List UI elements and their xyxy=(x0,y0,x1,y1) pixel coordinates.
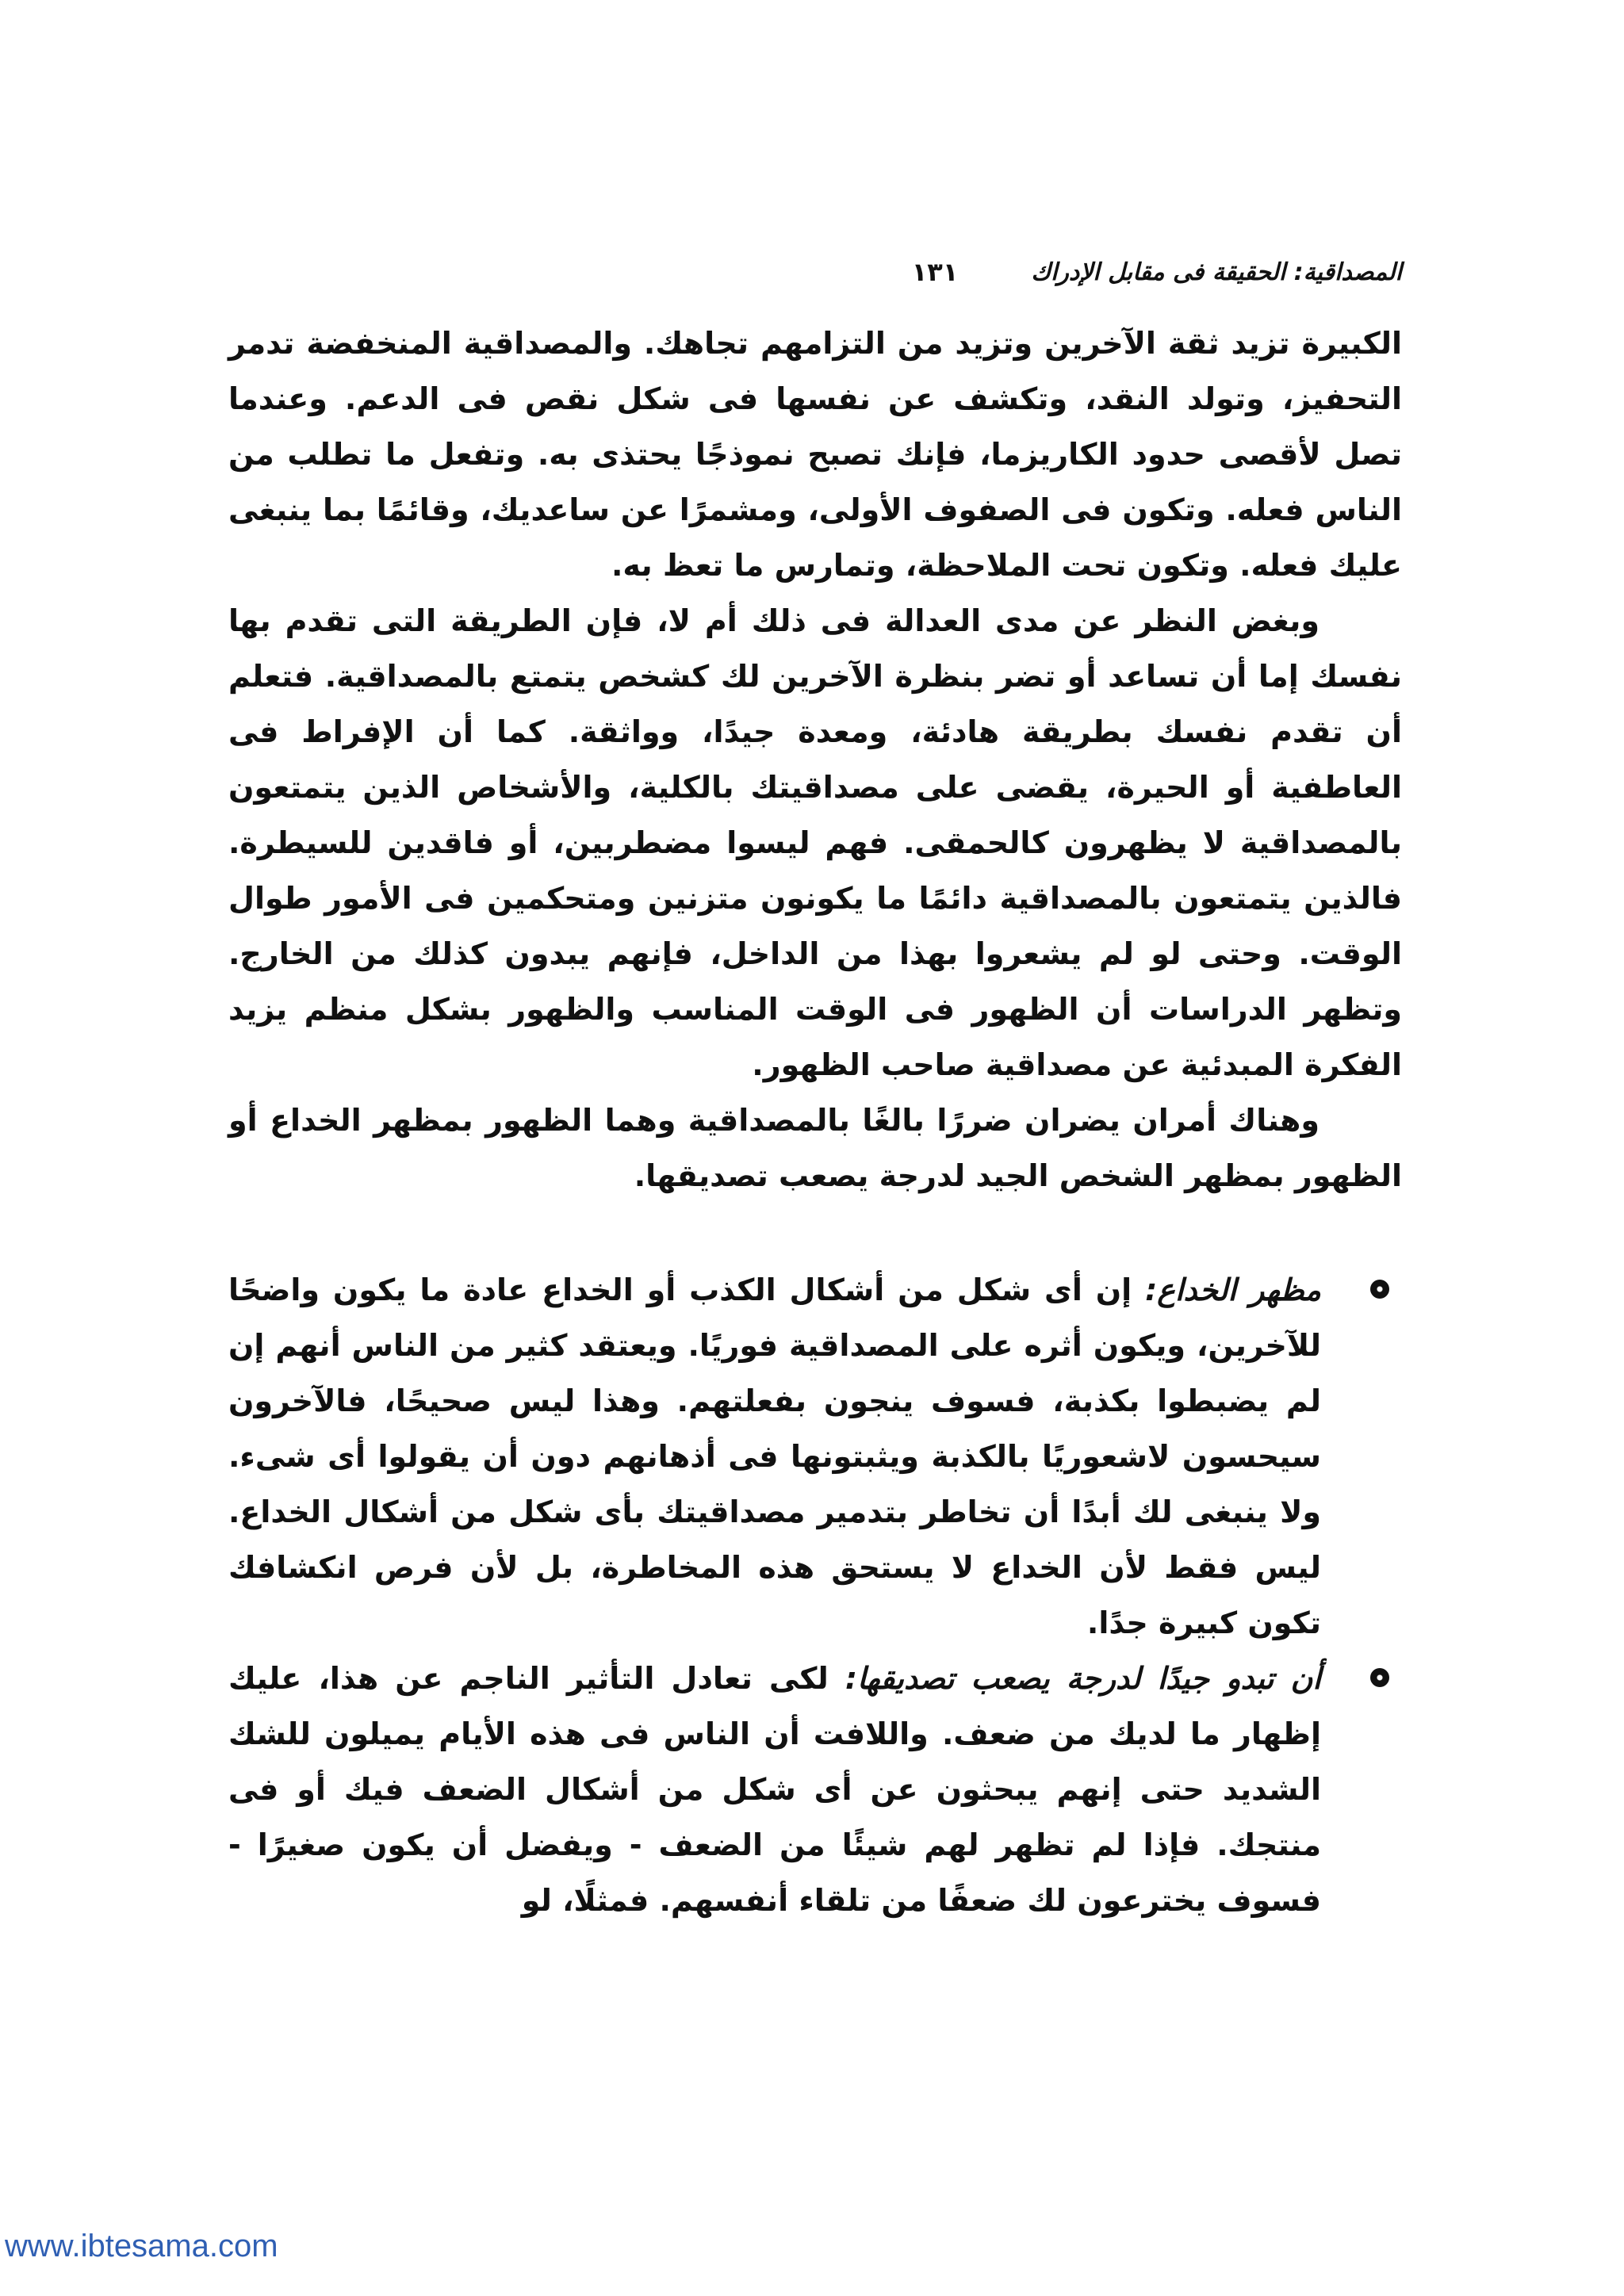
page-number: ١٣١ xyxy=(911,257,959,287)
bullet-title: مظهر الخداع: xyxy=(1145,1272,1321,1307)
bullet-text: إن أى شكل من أشكال الكذب أو الخداع عادة ما يكون واضحًا للآخرين، ويكون أثره على المصداقية فوريًا. ويعتقد كثير من الناس أنهم إن لم يضبطوا بكذبة، فسوف ينجون بفعلتهم. وهذا ليس صحيحًا، فالآخرون سيحسون لاشعوريًا بالكذبة ويثبتونها فى أذهانهم دون أن يقولوا أى شىء. ولا ينبغى لك أبدًا أن تخاطر بتدمير مصداقيتك بأى شكل من أشكال الخداع. ليس فقط لأن الخداع لا يستحق هذه المخاطرة، بل لأن فرص انكشافك تكون كبيرة جدًا. xyxy=(228,1272,1321,1640)
paragraph: وهناك أمران يضران ضررًا بالغًا بالمصداقية وهما الظهور بمظهر الخداع أو الظهور بمظهر الشخص الجيد لدرجة يصعب تصديقها. xyxy=(228,1103,1402,1193)
bullet-icon xyxy=(1370,1668,1389,1687)
bullet-list xyxy=(228,1262,1402,1928)
bullet-title: أن تبدو جيدًا لدرجة يصعب تصديقها: xyxy=(845,1661,1321,1696)
paragraph: الكبيرة تزيد ثقة الآخرين وتزيد من التزامهم تجاهك. والمصداقية المنخفضة تدمر التحفيز، وتولد النقد، وتكشف عن نفسها فى شكل نقص فى الدعم. وعندما تصل لأقصى حدود الكاريزما، فإنك تصبح نموذجًا يحتذى به. وتفعل ما تطلب من الناس فعله. وتكون فى الصفوف الأولى، ومشمرًا عن ساعديك، وقائمًا بما ينبغى عليك فعله. وتكون تحت الملاحظة، وتمارس ما تعظ به. xyxy=(228,326,1402,583)
body-text xyxy=(228,316,1402,1928)
bullet-text: لكى تعادل التأثير الناجم عن هذا، عليك إظهار ما لديك من ضعف. واللافت أن الناس فى هذه الأيام يميلون للشك الشديد حتى إنهم يبحثون عن أى شكل من أشكال الضعف فيك أو فى منتجك. فإذا لم تظهر لهم شيئًا من الضعف - ويفضل أن يكون صغيرًا - فسوف يخترعون لك ضعفًا من تلقاء أنفسهم. فمثلًا، لو xyxy=(228,1661,1321,1918)
running-title: المصداقية: الحقيقة فى مقابل الإدراك xyxy=(1031,258,1402,286)
bullet-item xyxy=(228,1651,1402,1928)
bullet-item xyxy=(228,1262,1402,1651)
running-header xyxy=(230,252,1402,292)
bullet-icon xyxy=(1370,1280,1389,1299)
watermark-url: www.ibtesama.com xyxy=(5,2229,278,2263)
paragraph: وبغض النظر عن مدى العدالة فى ذلك أم لا، فإن الطريقة التى تقدم بها نفسك إما أن تساعد أو تضر بنظرة الآخرين لك كشخص يتمتع بالمصداقية. فتعلم أن تقدم نفسك بطريقة هادئة، ومعدة جيدًا، وواثقة. كما أن الإفراط فى العاطفية أو الحيرة، يقضى على مصداقيتك بالكلية، والأشخاص الذين يتمتعون بالمصداقية لا يظهرون كالحمقى. فهم ليسوا مضطربين، أو فاقدين للسيطرة. فالذين يتمتعون بالمصداقية دائمًا ما يكونون متزنين ومتحكمين فى الأمور طوال الوقت. وحتى لو لم يشعروا بهذا من الداخل، فإنهم يبدون كذلك من الخارج. وتظهر الدراسات أن الظهور فى الوقت المناسب والظهور بشكل منظم يزيد الفكرة المبدئية عن مصداقية صاحب الظهور. xyxy=(228,603,1402,1082)
